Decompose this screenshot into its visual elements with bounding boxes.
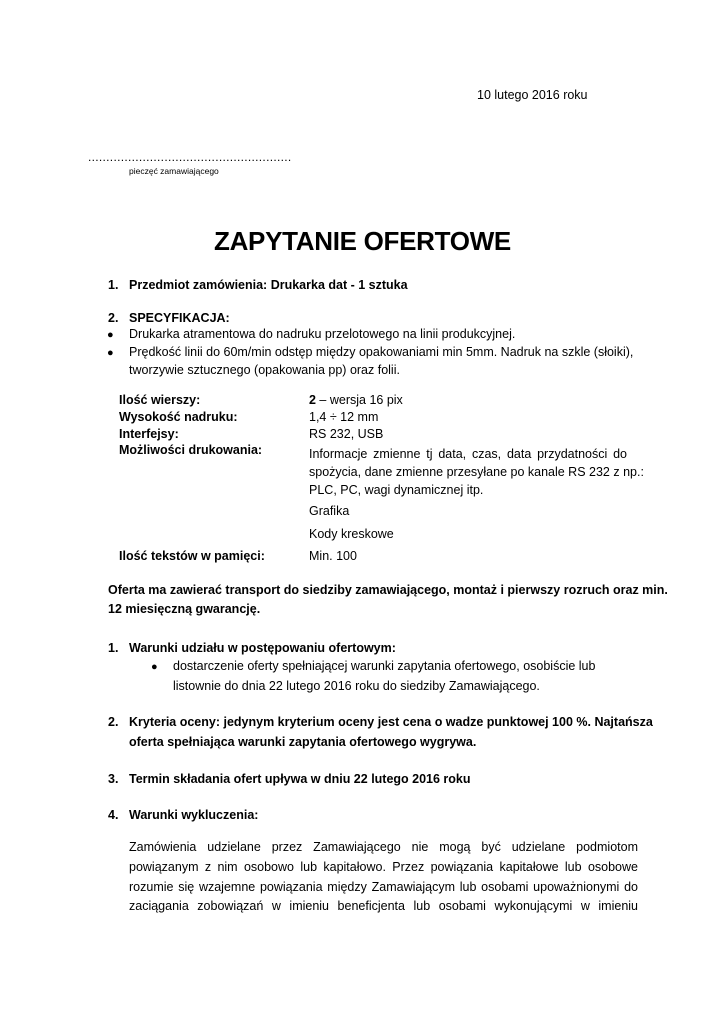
rows-count: 2 <box>309 393 316 407</box>
condition-1-heading: Warunki udziału w postępowaniu ofertowym: <box>129 641 396 655</box>
page-title: ZAPYTANIE OFERTOWE <box>214 226 511 256</box>
condition-3-text: Termin składania ofert upływa w dniu 22 lutego 2016 roku <box>129 772 471 786</box>
spec-bullet-2-cont: tworzywie sztucznego (opakowania pp) oraz folii. <box>129 363 400 377</box>
exclusion-paragraph-line-1: Zamówienia udzielane przez Zamawiającego nie mogą być udzielane podmiotom <box>129 840 638 854</box>
exclusion-paragraph-line-3: rozumie się wzajemne powiązania między Zamawiającym lub osobami upoważnionymi do <box>129 880 638 894</box>
print-capabilities-label: Możliwości drukowania: <box>119 443 263 457</box>
rows-value <box>309 393 403 407</box>
offer-line-1: Oferta ma zawierać transport do siedziby zamawiającego, montaż i pierwszy rozruch oraz min. <box>108 583 668 597</box>
condition-4-number: 4. <box>108 808 119 822</box>
barcodes-value: Kody kreskowe <box>309 527 394 541</box>
offer-line-2: 12 miesięczną gwarancję. <box>108 602 261 616</box>
document-date: 10 lutego 2016 roku <box>477 88 588 102</box>
section-1-text: Przedmiot zamówienia: Drukarka dat - 1 sztuka <box>129 278 408 292</box>
condition-1-bullet-line-2: listownie do dnia 22 lutego 2016 roku do siedziby Zamawiającego. <box>173 679 540 693</box>
rows-version: – wersja 16 pix <box>315 393 403 407</box>
interfaces-value: RS 232, USB <box>309 427 384 441</box>
section-1-number: 1. <box>108 278 119 292</box>
height-value: 1,4 ÷ 12 mm <box>309 410 379 424</box>
exclusion-paragraph-line-4: zaciągania zobowiązań w imieniu beneficjenta lub osobami wykonującymi w imieniu <box>129 899 638 913</box>
condition-1-bullet-line-1: dostarczenie oferty spełniającej warunki zapytania ofertowego, osobiście lub <box>173 659 596 673</box>
print-capabilities-line-2: spożycia, dane zmienne przesyłane po kanale RS 232 z np.: <box>309 465 644 479</box>
condition-4-heading: Warunki wykluczenia: <box>129 808 259 822</box>
condition-2-line-1: Kryteria oceny: jedynym kryterium oceny jest cena o wadze punktowej 100 %. Najtańsza <box>129 715 653 729</box>
height-label: Wysokość nadruku: <box>119 410 238 424</box>
interfaces-label: Interfejsy: <box>119 427 179 441</box>
exclusion-paragraph-line-2: powiązanym z nim osobowo lub kapitałowo. Przez powiązania kapitałowe lub osobowe <box>129 860 638 874</box>
condition-2-line-2: oferta spełniająca warunki zapytania ofertowego wygrywa. <box>129 735 477 749</box>
spec-bullet-2: Prędkość linii do 60m/min odstęp między opakowaniami min 5mm. Nadruk na szkle (słoiki), <box>129 345 634 359</box>
bullet-icon: ● <box>151 661 158 673</box>
spec-bullet-1: Drukarka atramentowa do nadruku przelotowego na linii produkcyjnej. <box>129 327 516 341</box>
bullet-icon: ● <box>107 329 114 341</box>
rows-label: Ilość wierszy: <box>119 393 201 407</box>
condition-1-number: 1. <box>108 641 119 655</box>
print-capabilities-line-1: Informacje zmienne tj data, czas, data przydatności do <box>309 447 627 461</box>
section-2-number: 2. <box>108 311 119 325</box>
signature-dots: ........................................................ <box>88 150 292 164</box>
condition-2-number: 2. <box>108 715 119 729</box>
memory-label: Ilość tekstów w pamięci: <box>119 549 265 563</box>
graphics-value: Grafika <box>309 504 350 518</box>
memory-value: Min. 100 <box>309 549 357 563</box>
section-2-heading: SPECYFIKACJA: <box>129 311 230 325</box>
bullet-icon: ● <box>107 347 114 359</box>
print-capabilities-line-3: PLC, PC, wagi dynamicznej itp. <box>309 483 484 497</box>
stamp-label: pieczęć zamawiającego <box>129 166 219 176</box>
condition-3-number: 3. <box>108 772 119 786</box>
